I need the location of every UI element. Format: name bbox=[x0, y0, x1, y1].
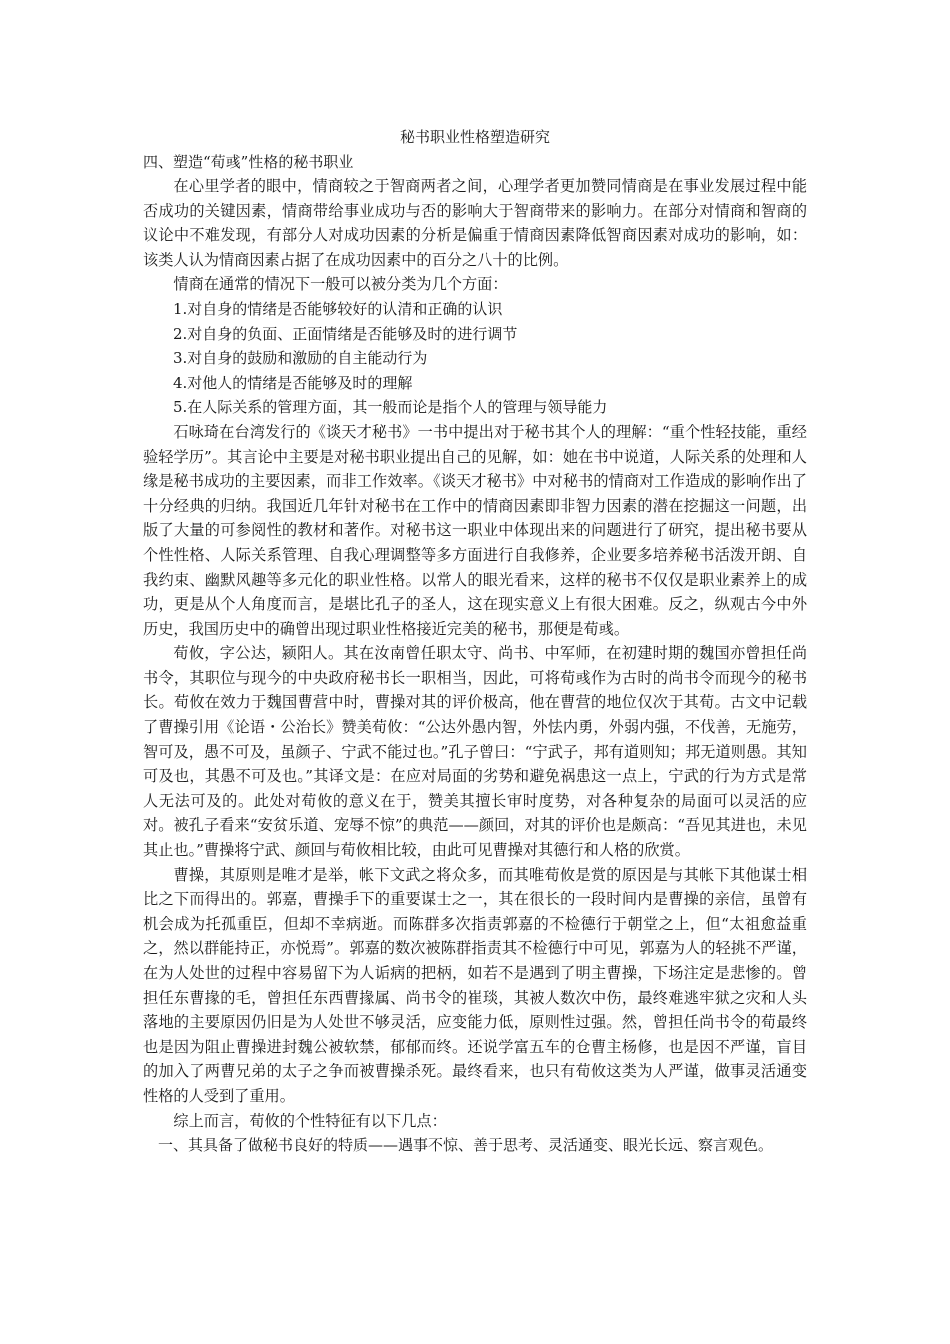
eq-list-item: 5.在人际关系的管理方面，其一般而论是指个人的管理与领导能力 bbox=[173, 398, 608, 417]
document-page bbox=[143, 127, 807, 1158]
paragraph-secretary-book: 石咏琦在台湾发行的《谈天才秘书》一书中提出对于秘书其个人的理解：“重个性轻技能，重经验轻学历”。其言论中主要是对秘书职业提出自己的见解，如：她在书中说道，人际关系的处理和人缘是秘书成功的主要因素，而非工作效率。《谈天才秘书》中对秘书的情商对工作造成的影响作出了十分经典的归纳。我国近几年针对秘书在工作中的情商因素即非智力因素的潜在挖掘这一问题，出版了大量的可参阅性的教材和著作。对秘书这一职业中体现出来的问题进行了研究，提出秘书要从个性性格、人际关系管理、自我心理调整等多方面进行自我修养，企业要多培养秘书活泼开朗、自我约束、幽默风趣等多元化的职业性格。以常人的眼光看来，这样的秘书不仅仅是职业素养上的成功，更是从个人角度而言，是堪比孔子的圣人，这在现实意义上有很大困难。反之，纵观古今中外历史，我国历史中的确曾出现过职业性格接近完美的秘书，那便是荀彧。 bbox=[143, 422, 807, 638]
paragraph-cao-cao: 曹操，其原则是唯才是举，帐下文武之将众多，而其唯荀攸是赏的原因是与其帐下其他谋士相比之下而得出的。郭嘉，曹操手下的重要谋士之一，其在很长的一段时间内是曹操的亲信，虽曾有机会成为托孤重臣，但却不幸病逝。而陈群多次指责郭嘉的不检德行于朝堂之上，但“太祖愈益重之，然以群能持正，亦悦焉”。郭嘉的数次被陈群指责其不检德行中可见，郭嘉为人的轻挑不严谨，在为人处世的过程中容易留下为人诟病的把柄，如若不是遇到了明主曹操，下场注定是悲惨的。曾担任东曹掾的毛，曾担任东西曹掾属、尚书令的崔琰，其被人数次中伤，最终难逃牢狱之灾和人头落地的主要原因仍旧是为人处世不够灵活，应变能力低，原则性过强。然，曾担任尚书令的荀最终也是因为阻止曹操进封魏公被软禁，郁郁而终。还说学富五车的仓曹主杨修，也是因不严谨，盲目的加入了两曹兄弟的太子之争而被曹操杀死。最终看来，也只有荀攸这类为人严谨，做事灵活通变性格的人受到了重用。 bbox=[143, 865, 807, 1105]
paragraph-eq-intro: 在心里学者的眼中，情商较之于智商两者之间，心理学者更加赞同情商是在事业发展过程中能否成功的关键因素，情商带给事业成功与否的影响大于智商带来的影响力。在部分对情商和智商的议论中不难发现，有部分人对成功因素的分析是偏重于情商因素降低智商因素对成功的影响，如：该类人认为情商因素占据了在成功因素中的百分之八十的比例。 bbox=[143, 177, 807, 269]
eq-list-item: 2.对自身的负面、正面情绪是否能够及时的进行调节 bbox=[173, 324, 518, 343]
paragraph-xun-you: 荀攸，字公达，颍阳人。其在汝南曾任职太守、尚书、中军师，在初建时期的魏国亦曾担任尚书令，其职位与现今的中央政府秘书长一职相当，因此，可将荀彧作为古时的尚书令而现今的秘书长。荀攸在效力于魏国曹营中时，曹操对其的评价极高，他在曹营的地位仅次于其荀。古文中记载了曹操引用《论语・公治长》赞美荀攸：“公达外愚内智，外怯内勇，外弱内强，不伐善，无施劳，智可及，愚不可及，虽颜子、宁武不能过也。”孔子曾曰：“宁武子，邦有道则知；邦无道则愚。其知可及也，其愚不可及也。”其译文是：在应对局面的劣势和避免祸患这一点上，宁武的行为方式是常人无法可及的。此处对荀攸的意义在于，赞美其擅长审时度势，对各种复杂的局面可以灵活的应对。被孔子看来“安贫乐道、宠辱不惊”的典范——颜回，对其的评价也是颇高：“吾见其进也，未见其止也。”曹操将宁武、颜回与荀攸相比较，由此可见曹操对其德行和人格的欣赏。 bbox=[143, 644, 807, 860]
trait-point: 一、其具备了做秘书良好的特质——遇事不惊、善于思考、灵活通变、眼光长远、察言观色。 bbox=[158, 1136, 774, 1155]
section-heading: 四、塑造“荀彧”性格的秘书职业 bbox=[143, 153, 354, 171]
document-title: 秘书职业性格塑造研究 bbox=[399, 128, 550, 146]
eq-list-item: 4.对他人的情绪是否能够及时的理解 bbox=[173, 373, 413, 392]
paragraph-eq-categories: 情商在通常的情况下一般可以被分类为几个方面： bbox=[173, 275, 508, 294]
paragraph-summary: 综上而言，荀攸的个性特征有以下几点： bbox=[173, 1111, 447, 1130]
eq-list-item: 1.对自身的情绪是否能够较好的认清和正确的认识 bbox=[173, 299, 503, 318]
eq-list-item: 3.对自身的鼓励和激励的自主能动行为 bbox=[173, 349, 428, 368]
